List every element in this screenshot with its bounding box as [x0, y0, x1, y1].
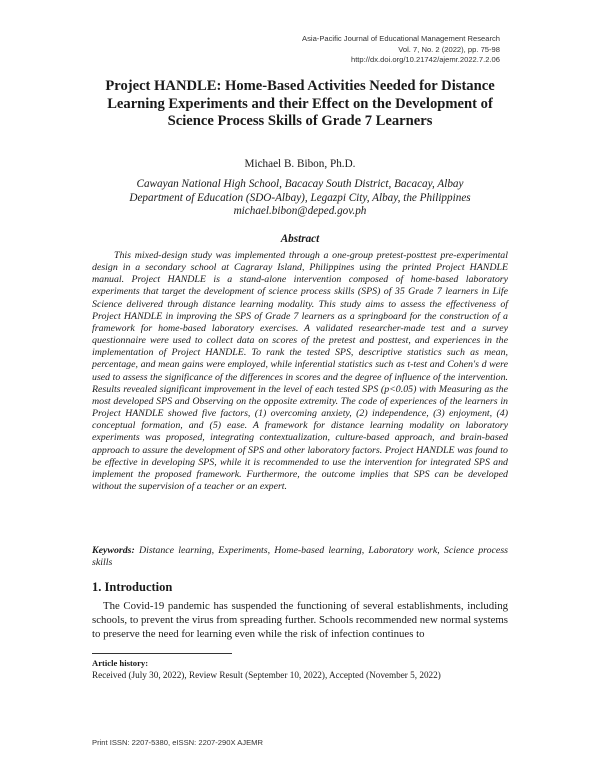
section-heading-introduction: 1. Introduction: [92, 580, 173, 594]
keywords-label: Keywords:: [92, 545, 135, 556]
author-name: Michael B. Bibon, Ph.D.: [244, 158, 356, 170]
journal-doi[interactable]: http://dx.doi.org/10.21742/ajemr.2022.7.2.06: [350, 55, 500, 65]
article-history-label: Article history:: [92, 658, 149, 668]
abstract-heading: Abstract: [280, 233, 320, 245]
journal-header: [302, 34, 500, 66]
paper-title: Project HANDLE: Home-Based Activities Needed for Distance Learning Experiments and their Effect on the Development of Science Process Skills of Grade 7 Learners: [105, 78, 495, 129]
affiliation-school: Cawayan National High School, Bacacay South District, Bacacay, Albay: [136, 178, 464, 190]
author-email[interactable]: michael.bibon@deped.gov.ph: [233, 205, 367, 218]
footnote-divider: [92, 653, 232, 654]
article-history-text: Received (July 30, 2022), Review Result (September 10, 2022), Accepted (November 5, 2022): [92, 670, 441, 680]
keywords: [92, 545, 508, 569]
journal-name: Asia-Pacific Journal of Educational Management Research: [302, 34, 500, 43]
author-affiliation: [0, 178, 600, 219]
abstract-text: This mixed-design study was implemented through a one-group pretest-posttest pre-experimental design in a secondary school at Cagraray Island, Philippines using the printed Project HANDLE manual. Project HANDLE is a stand-alone intervention composed of home-based laboratory experiments that target the development of science process skills (SPS) of 35 Grade 7 learners in Life Science delivered through distance learning modality. This study aims to assess the effectiveness of Project HANDLE in improving the SPS of Grade 7 learners as a springboard for the construction of a framework for home-based laboratory exercises. A validated researcher-made test and a survey questionnaire were used to collect data on scores of the pretest and posttest, and experiences in the implementation of Project HANDLE. To rank the tested SPS, descriptive statistics such as mean, percentage, and mean gains were employed, while inferential statistics such as t-test and Cohen's d were used to assess the significance of the differences in scores and the degree of influence of the intervention. Results revealed significant improvement in the level of each tested SPS (p<0.05) with Measuring as the most developed SPS and Observing on the opposite extremity. The code of experiences of the learners in Project HANDLE showed five factors, (1) overcoming anxiety, (2) independence, (3) enjoyment, (4) conceptual formation, and (5) ease. A framework for distance learning modality on laboratory experiments was proposed, integrating contextualization, culture-based approach, and brain-based approach to assure the development of SPS and other laboratory factors. Project HANDLE was found to be effective in developing SPS, while it is recommended to use the intervention for integrated SPS and implement the proposed framework. Furthermore, the outcome implies that SPS can be developed without the supervision of a teacher or an expert.: [92, 250, 508, 492]
page-footer-issn: Print ISSN: 2207-5380, eISSN: 2207-290X AJEMR: [92, 738, 263, 747]
journal-volume: Vol. 7, No. 2 (2022), pp. 75-98: [398, 44, 500, 54]
introduction-text: The Covid-19 pandemic has suspended the functioning of several establishments, including schools, to prevent the virus from spreading further. Schools recommended new normal systems to preserve the need for learning even while the risk of infection continues to: [92, 600, 508, 640]
keywords-text: Distance learning, Experiments, Home-based learning, Laboratory work, Science process skills: [92, 545, 509, 569]
affiliation-department: Department of Education (SDO-Albay), Legazpi City, Albay, the Philippines: [129, 191, 471, 204]
